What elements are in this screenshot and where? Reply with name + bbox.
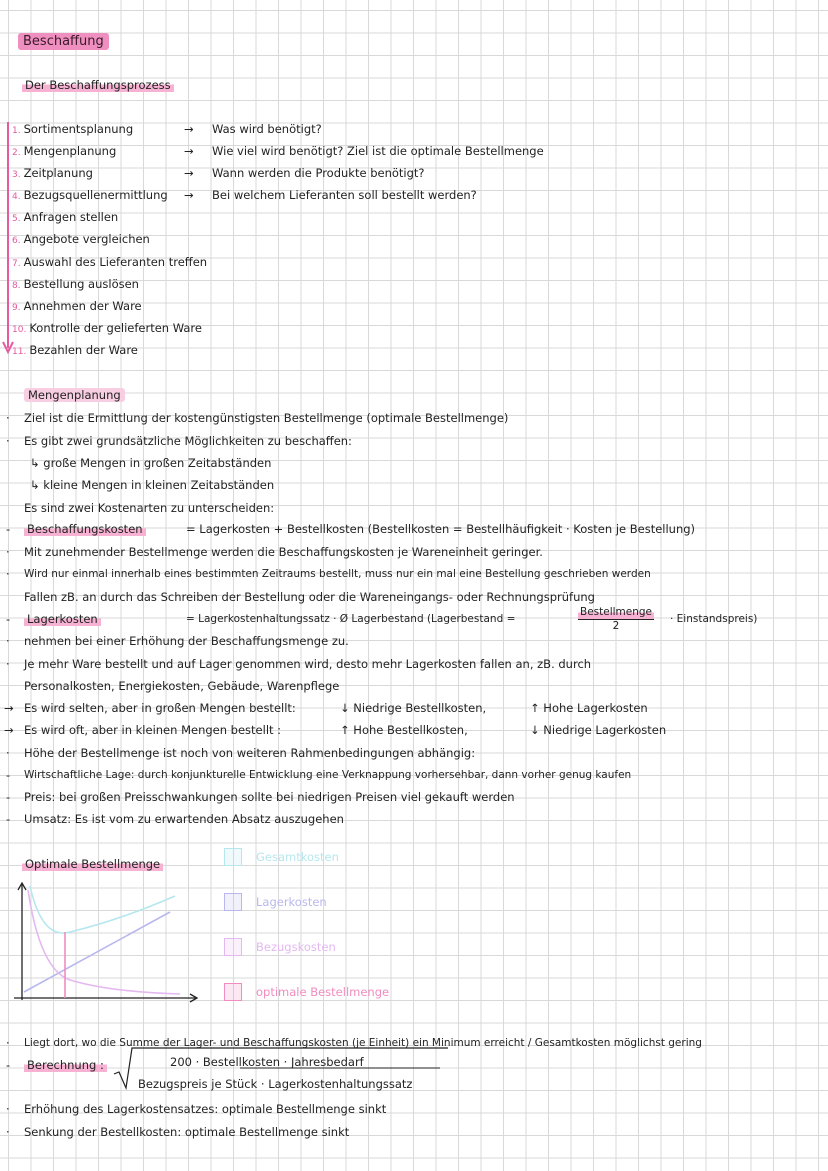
right-arrow-icon: → bbox=[184, 144, 194, 158]
step-number: 4. bbox=[12, 192, 21, 202]
rare-low-order-cost: ↓ Niedrige Bestellkosten, bbox=[340, 701, 487, 715]
mengen-goal: Ziel ist die Ermittlung der kostengünstigsten Bestellmenge (optimale Bestellmenge) bbox=[24, 411, 509, 425]
optimal-heading-text: Optimale Bestellmenge bbox=[22, 857, 163, 871]
legend-label: Lagerkosten bbox=[256, 895, 327, 909]
step-note: Was wird benötigt? bbox=[212, 122, 322, 136]
process-step-6 bbox=[12, 232, 150, 248]
dash-bullet: - bbox=[6, 522, 11, 536]
rare-high-storage-cost: ↑ Hohe Lagerkosten bbox=[530, 701, 648, 715]
step-label: Annehmen der Ware bbox=[23, 299, 142, 313]
process-step-2 bbox=[12, 144, 116, 160]
step-note: Bei welchem Lieferanten soll bestellt werden? bbox=[212, 188, 477, 202]
process-step-10 bbox=[12, 321, 202, 337]
calc-denominator: Bezugspreis je Stück · Lagerkostenhaltungssatz bbox=[138, 1077, 413, 1091]
step-number: 2. bbox=[12, 148, 21, 158]
legend-swatch bbox=[224, 983, 242, 1001]
step-label: Auswahl des Lieferanten treffen bbox=[23, 255, 208, 269]
step-note: Wie viel wird benötigt? Ziel ist die optimale Bestellmenge bbox=[212, 144, 544, 158]
process-step-3 bbox=[12, 166, 93, 182]
gesamtkosten-curve bbox=[30, 886, 175, 933]
legend-label: optimale Bestellmenge bbox=[256, 985, 390, 999]
mengen-heading bbox=[24, 388, 125, 402]
step-number: 6. bbox=[12, 236, 21, 246]
step-note: Wann werden die Produkte benötigt? bbox=[212, 166, 425, 180]
legend-swatch bbox=[224, 848, 242, 866]
bk-examples: Fallen zB. an durch das Schreiben der Bestellung oder die Wareneingangs- oder Rechnungsprüfung bbox=[24, 590, 595, 604]
right-arrow-icon: → bbox=[184, 188, 194, 202]
often-high-order-cost: ↑ Hohe Bestellkosten, bbox=[340, 723, 468, 737]
sales-condition: Umsatz: Es ist vom zu erwartenden Absatz auszugehen bbox=[24, 812, 344, 826]
bullet-dot: · bbox=[6, 1125, 10, 1139]
process-step-1 bbox=[12, 122, 133, 138]
lk-increase: nehmen bei einer Erhöhung der Beschaffungsmenge zu. bbox=[24, 634, 349, 648]
process-step-9 bbox=[12, 299, 142, 315]
economic-situation: Wirtschaftliche Lage: durch konjunkturelle Entwicklung eine Verknappung vorhersehbar, dann vorher genug kaufen bbox=[24, 769, 632, 781]
bezugskosten-curve bbox=[28, 890, 180, 994]
process-step-5 bbox=[12, 210, 118, 226]
step-label: Bezugsquellenermittlung bbox=[23, 188, 168, 202]
cost-graph bbox=[10, 880, 200, 1010]
step-label: Kontrolle der gelieferten Ware bbox=[29, 321, 202, 335]
step-label: Bezahlen der Ware bbox=[29, 343, 138, 357]
lk-formula-b: · Einstandspreis) bbox=[670, 613, 758, 625]
lk-frac-den: 2 bbox=[612, 620, 620, 632]
often-low-storage-cost: ↓ Niedrige Lagerkosten bbox=[530, 723, 667, 737]
process-heading bbox=[22, 78, 174, 92]
bullet-dot: · bbox=[6, 746, 10, 760]
calc-label-text: Berechnung : bbox=[24, 1058, 107, 1072]
page-title bbox=[18, 30, 109, 49]
bk-once: Wird nur einmal innerhalb eines bestimmten Zeitraums bestellt, muss nur ein mal eine Bestellung geschrieben werden bbox=[24, 568, 651, 580]
process-step-11 bbox=[12, 343, 138, 359]
step-number: 11. bbox=[12, 347, 27, 357]
legend-label: Bezugskosten bbox=[256, 940, 336, 954]
arrow-bullet: → bbox=[4, 723, 14, 737]
calc-numerator: 200 · Bestellkosten · Jahresbedarf bbox=[170, 1055, 364, 1069]
legend-label: Gesamtkosten bbox=[256, 850, 339, 864]
bk-label-text: Beschaffungskosten bbox=[24, 522, 146, 536]
rare-orders: Es wird selten, aber in großen Mengen bestellt: bbox=[24, 701, 296, 715]
order-cost-decrease: Senkung der Bestellkosten: optimale Bestellmenge sinkt bbox=[24, 1125, 350, 1139]
step-label: Sortimentsplanung bbox=[23, 122, 134, 136]
dash-bullet: - bbox=[6, 812, 11, 826]
step-number: 9. bbox=[12, 303, 21, 313]
right-arrow-icon: → bbox=[184, 122, 194, 136]
bullet-dot: · bbox=[6, 657, 10, 671]
legend-swatch bbox=[224, 893, 242, 911]
lk-label bbox=[24, 612, 101, 626]
step-label: Bestellung auslösen bbox=[23, 277, 139, 291]
bullet-dot: · bbox=[6, 1102, 10, 1116]
process-step-4 bbox=[12, 188, 168, 204]
step-label: Angebote vergleichen bbox=[23, 232, 150, 246]
bk-decrease: Mit zunehmender Bestellmenge werden die Beschaffungskosten je Wareneinheit geringer. bbox=[24, 545, 543, 559]
dash-bullet: - bbox=[6, 1058, 11, 1072]
step-label: Mengenplanung bbox=[23, 144, 117, 158]
page-title-text: Beschaffung bbox=[18, 33, 109, 50]
lk-frac-num: Bestellmenge bbox=[580, 606, 653, 618]
step-label: Anfragen stellen bbox=[23, 210, 119, 224]
dash-bullet: - bbox=[6, 790, 11, 804]
mengen-options: Es gibt zwei grundsätzliche Möglichkeiten zu beschaffen: bbox=[24, 434, 352, 448]
bk-label bbox=[24, 522, 146, 536]
bullet-dot: · bbox=[6, 634, 10, 648]
storage-rate-increase: Erhöhung des Lagerkostensatzes: optimale Bestellmenge sinkt bbox=[24, 1102, 387, 1116]
step-number: 1. bbox=[12, 126, 21, 136]
lk-label-text: Lagerkosten bbox=[24, 612, 101, 626]
optimal-heading bbox=[22, 857, 163, 871]
mengen-heading-text: Mengenplanung bbox=[24, 388, 125, 402]
lk-fraction bbox=[578, 606, 654, 633]
right-arrow-icon: → bbox=[184, 166, 194, 180]
arrow-bullet: → bbox=[4, 701, 14, 715]
step-number: 5. bbox=[12, 214, 21, 224]
bullet-dot: · bbox=[6, 1036, 10, 1050]
step-label: Zeitplanung bbox=[23, 166, 93, 180]
dash-bullet: - bbox=[6, 768, 11, 782]
cost-types: Es sind zwei Kostenarten zu unterscheiden: bbox=[24, 501, 275, 515]
lk-formula-a: = Lagerkostenhaltungssatz · Ø Lagerbestand (Lagerbestand = bbox=[186, 613, 516, 625]
step-number: 10. bbox=[12, 325, 27, 335]
price-condition: Preis: bei großen Preisschwankungen sollte bei niedrigen Preisen viel gekauft werden bbox=[24, 790, 515, 804]
calc-label bbox=[24, 1058, 107, 1072]
bk-formula: = Lagerkosten + Bestellkosten (Bestellkosten = Bestellhäufigkeit · Kosten je Bestellung) bbox=[186, 522, 696, 536]
dash-bullet: - bbox=[6, 612, 11, 626]
lk-examples: Personalkosten, Energiekosten, Gebäude, Warenpflege bbox=[24, 679, 340, 693]
process-step-7 bbox=[12, 255, 207, 271]
step-number: 8. bbox=[12, 281, 21, 291]
option-large: ↳ große Mengen in großen Zeitabständen bbox=[30, 456, 272, 470]
process-step-8 bbox=[12, 277, 139, 293]
process-heading-text: Der Beschaffungsprozess bbox=[22, 78, 174, 92]
option-small: ↳ kleine Mengen in kleinen Zeitabständen bbox=[30, 478, 275, 492]
optimal-definition: Liegt dort, wo die Summe der Lager- und Beschaffungskosten (je Einheit) ein Minimum erreicht / Gesamtkosten möglichst gering bbox=[24, 1037, 702, 1049]
step-number: 7. bbox=[12, 259, 21, 269]
legend-swatch bbox=[224, 938, 242, 956]
lk-more-goods: Je mehr Ware bestellt und auf Lager genommen wird, desto mehr Lagerkosten fallen an, zB. durch bbox=[24, 657, 592, 671]
bullet-dot: · bbox=[6, 411, 10, 425]
bullet-dot: · bbox=[6, 545, 10, 559]
step-number: 3. bbox=[12, 170, 21, 180]
bullet-dot: · bbox=[6, 567, 10, 581]
bullet-dot: · bbox=[6, 434, 10, 448]
often-orders: Es wird oft, aber in kleinen Mengen bestellt : bbox=[24, 723, 282, 737]
conditions: Höhe der Bestellmenge ist noch von weiteren Rahmenbedingungen abhängig: bbox=[24, 746, 476, 760]
